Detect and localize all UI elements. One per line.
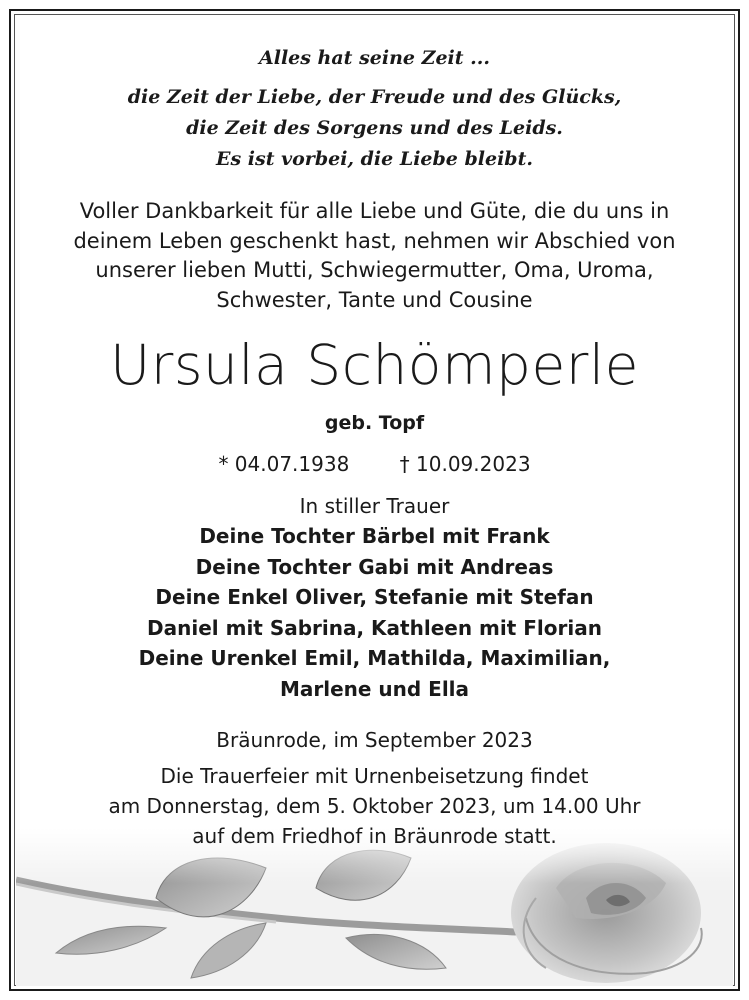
ceremony-line: am Donnerstag, dem 5. Oktober 2023, um 14.00 Uhr — [108, 794, 641, 818]
mourner-line: Deine Urenkel Emil, Mathilda, Maximilian, — [138, 646, 611, 670]
mourner-line: Deine Tochter Gabi mit Andreas — [195, 554, 554, 579]
intro-line: Schwester, Tante und Cousine — [216, 287, 533, 312]
birth-date: * 04.07.1938 — [218, 452, 350, 476]
motto-line: die Zeit des Sorgens und des Leids. — [186, 117, 563, 139]
mourner-line: Marlene und Ella — [279, 676, 470, 701]
intro-line: unserer lieben Mutti, Schwiegermutter, Oma, Uroma, — [95, 258, 654, 282]
ceremony-line: Die Trauerfeier mit Urnenbeisetzung findet — [160, 764, 589, 788]
ceremony-line: auf dem Friedhof in Bräunrode statt. — [192, 824, 557, 848]
life-dates — [0, 450, 749, 478]
rose-illustration — [16, 828, 733, 986]
death-date: † 10.09.2023 — [399, 452, 531, 476]
motto-title: Alles hat seine Zeit ... — [258, 47, 491, 69]
intro-line: Voller Dankbarkeit für alle Liebe und Güte, die du uns in — [79, 199, 670, 223]
deceased-name: Ursula Schömperle — [109, 333, 640, 397]
motto-line: Es ist vorbei, die Liebe bleibt. — [216, 148, 533, 170]
mourners-list — [0, 521, 749, 704]
birth-name: geb. Topf — [324, 412, 425, 434]
mourning-label: In stiller Trauer — [299, 494, 450, 518]
motto-verse — [0, 82, 749, 175]
intro-line: deinem Leben geschenkt hast, nehmen wir Abschied von — [73, 228, 676, 253]
mourner-line: Deine Tochter Bärbel mit Frank — [199, 524, 550, 548]
ceremony-info — [0, 761, 749, 851]
mourner-line: Daniel mit Sabrina, Kathleen mit Florian — [147, 615, 602, 640]
intro-text — [0, 197, 749, 315]
mourner-line: Deine Enkel Oliver, Stefanie mit Stefan — [155, 585, 594, 609]
motto-line: die Zeit der Liebe, der Freude und des Glücks, — [127, 86, 622, 108]
place-date: Bräunrode, im September 2023 — [216, 728, 533, 752]
